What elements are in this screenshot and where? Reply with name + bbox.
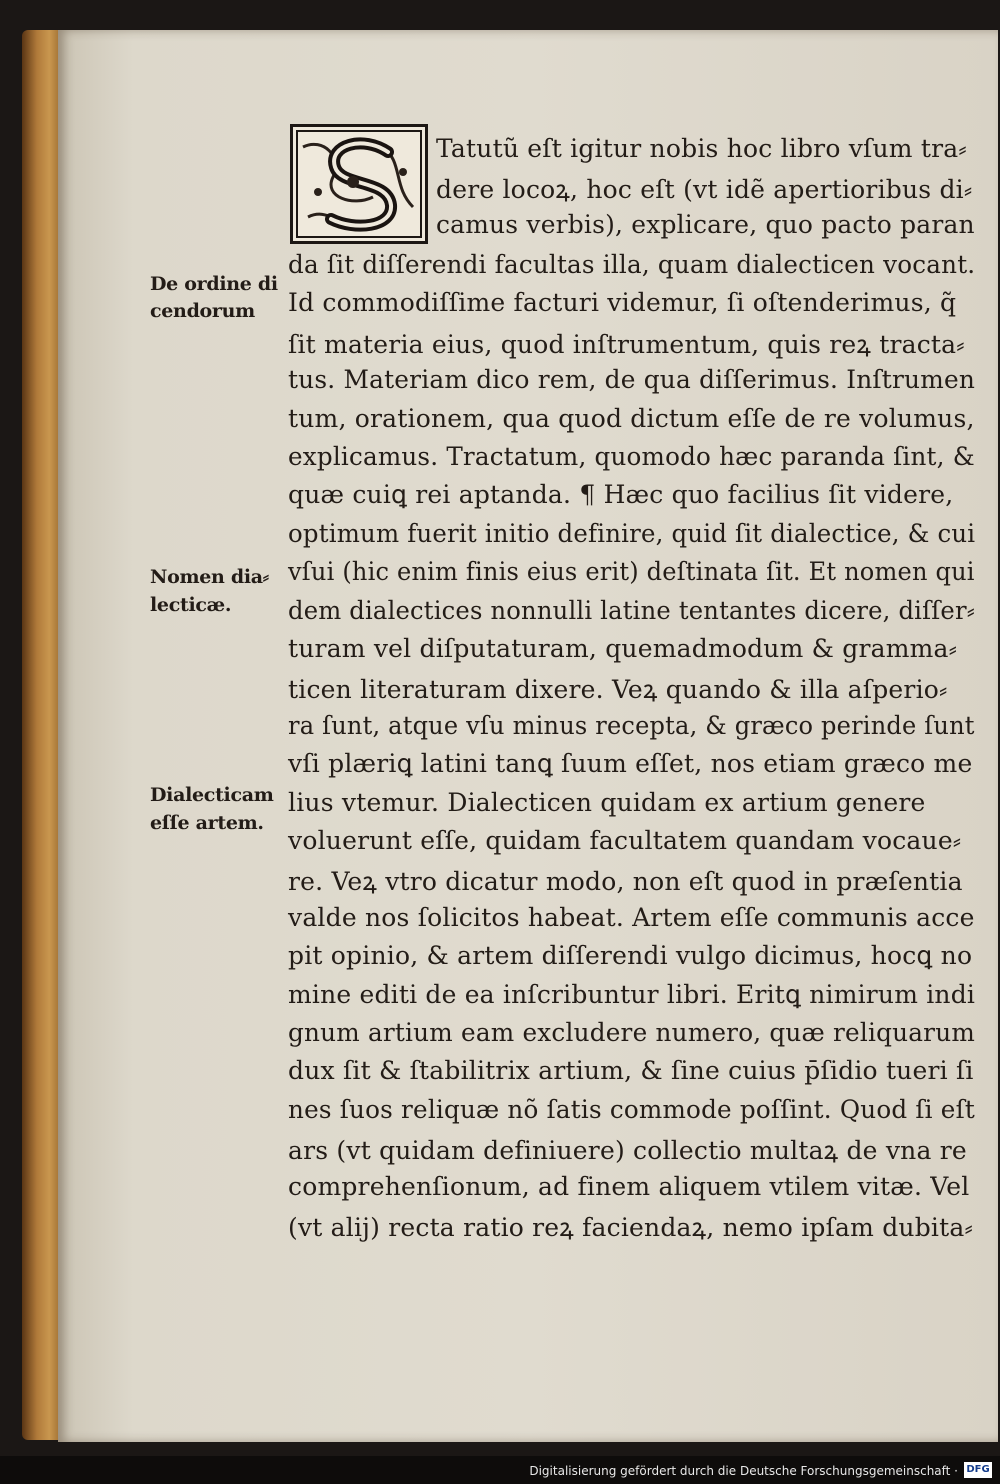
text-line: voluerunt eſſe, quidam facultatem quandam vocaue⸗ [288,826,962,855]
text-line-first: dere locoꝝ, hoc eſt (vt idẽ apertioribus di⸗ [436,175,973,204]
text-line: (vt alij) recta ratio reꝝ faciendaꝝ, nemo ipſam dubita⸗ [288,1213,973,1242]
text-line: quæ cuiꝗ rei aptanda. ¶ Hæc quo facilius ſit videre, [288,480,954,510]
text-line: pit opinio, & artem diſſerendi vulgo dicimus, hocꝗ no [288,941,973,971]
margin-note: Dialecticam [150,784,274,806]
margin-note: De ordine di [150,273,278,295]
text-line: da ſit diſſerendi facultas illa, quam dialecticen vocant. [288,250,976,279]
margin-note: lecticæ. [150,594,232,616]
footer-credit: Digitalisierung gefördert durch die Deutsche Forschungsgemeinschaft · [529,1464,958,1478]
text-line: dem dialectices nonnulli latine tentantes dicere, diſſer⸗ [288,595,975,625]
text-line: gnum artium eam excludere numero, quæ reliquarum [288,1018,975,1047]
margin-note: eſſe artem. [150,812,264,834]
margin-note: cendorum [150,300,255,322]
text-line: tus. Materiam dico rem, de qua diſſerimus. Inſtrumen [288,365,976,395]
text-line: optimum fuerit initio definire, quid ſit dialectice, & cui [288,518,976,548]
text-line-first: camus verbis), explicare, quo pacto paran [436,210,975,239]
text-line: explicamus. Tractatum, quomodo hæc paranda ſint, & [288,442,975,471]
text-line: comprehenſionum, ad finem aliquem vtilem vitæ. Vel [288,1171,970,1201]
text-line: Id commodiſſime facturi videmur, ſi oſtenderimus, q̃ [288,288,957,318]
text-line: turam vel diſputaturam, quemadmodum & gramma⸗ [288,634,958,663]
dfg-logo-icon: DFG [964,1462,992,1478]
text-line: vſui (hic enim finis eius erit) deſtinata ſit. Et nomen qui [288,557,975,587]
text-line: mine editi de ea inſcribuntur libri. Eritꝗ nimirum indi [288,979,976,1009]
text-line: vſi plæriꝗ latini tanꝗ ſuum eſſet, nos etiam græco me [288,749,973,779]
text-line: lius vtemur. Dialecticen quidam ex artium genere [288,787,926,817]
decorated-initial-s-icon [290,124,428,244]
text-line: ticen literaturam dixere. Veꝝ quando & illa aſperio⸗ [288,675,948,705]
text-line: dux ſit & ſtabilitrix artium, & ſine cuius p̄ſidio tueri ſi [288,1056,974,1086]
text-line: tum, orationem, qua quod dictum eſſe de re volumus, [288,403,975,433]
text-line: valde nos ſolicitos habeat. Artem eſſe communis acce [288,902,975,932]
text-line: ſit materia eius, quod inſtrumentum, quis reꝝ tracta⸗ [288,329,965,359]
text-line-first: Tatutũ eſt igitur nobis hoc libro vſum tra⸗ [436,134,967,163]
text-line: ars (vt quidam definiuere) collectio multaꝝ de vna re [288,1136,967,1166]
text-line: re. Veꝝ vtro dicatur modo, non eſt quod in præſentia [288,867,963,897]
text-line: ra ſunt, atque vſu minus recepta, & græco perinde ſunt [288,710,975,740]
margin-note: Nomen dia⸗ [150,566,269,588]
text-line: nes ſuos reliquæ nõ ſatis commode poſſint. Quod ſi eſt [288,1094,976,1124]
